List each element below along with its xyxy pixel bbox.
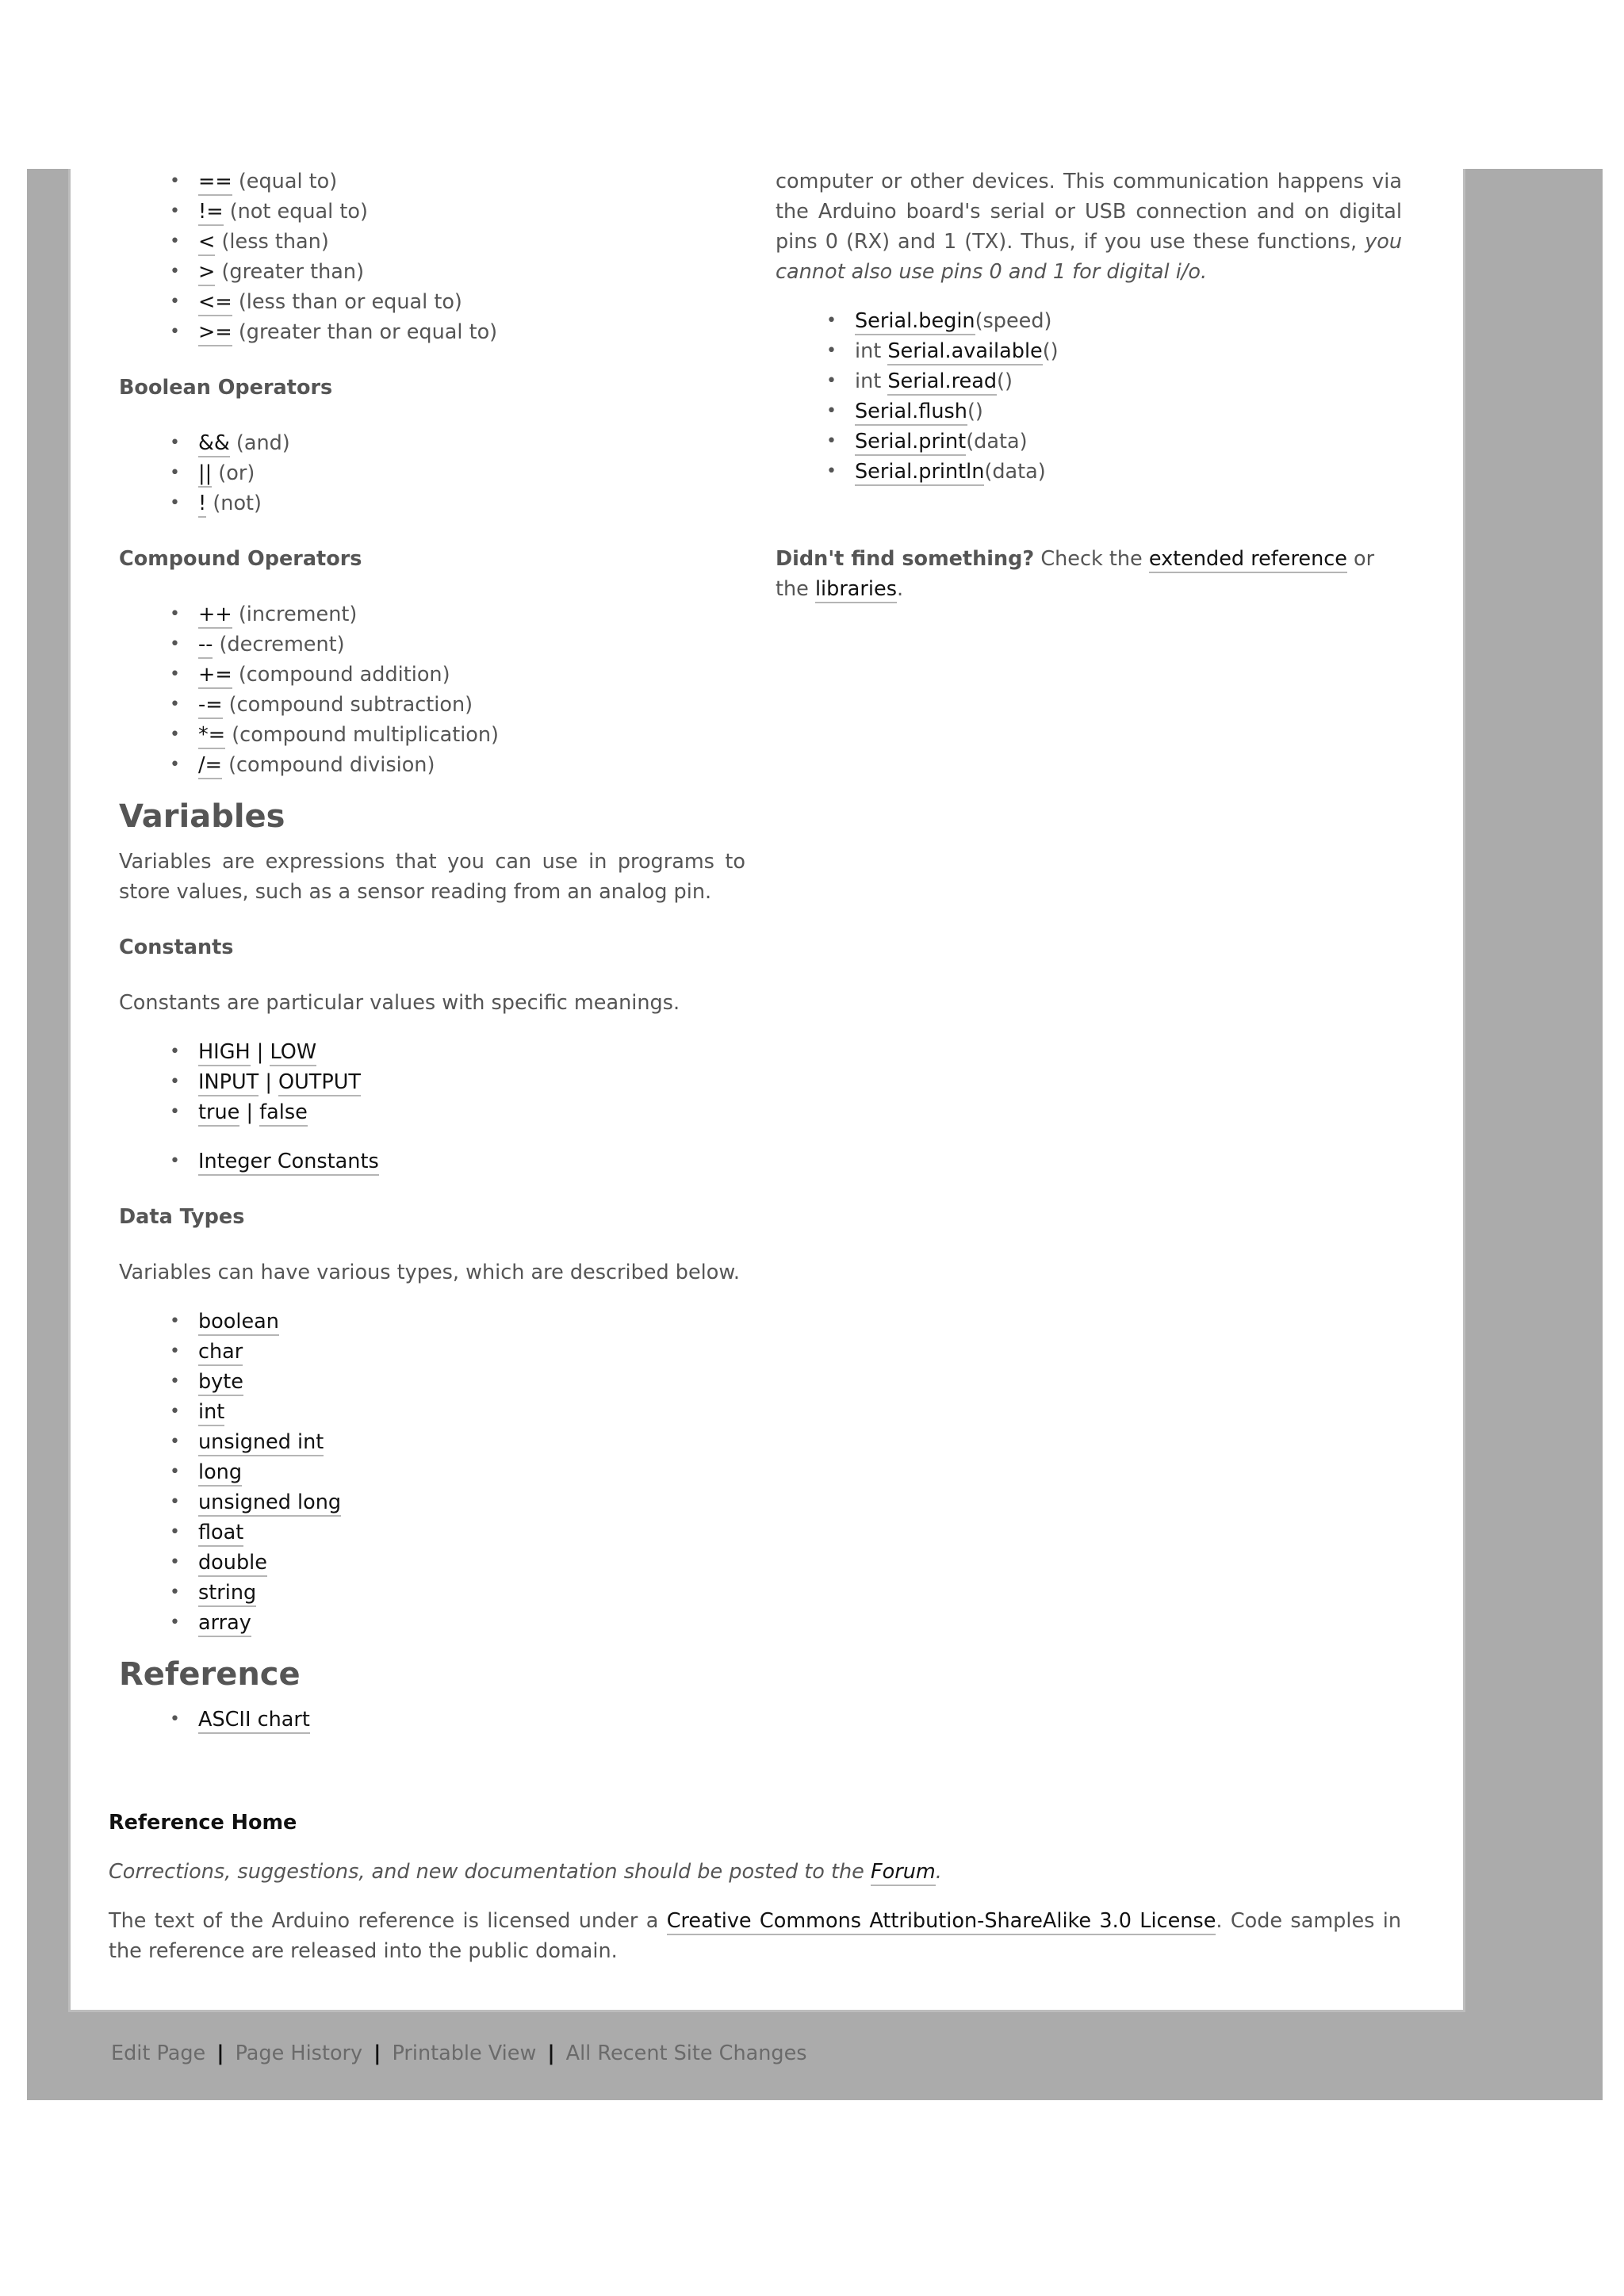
operator-link[interactable]: -= [198,693,223,719]
compound-operators-heading: Compound Operators [119,547,362,571]
didnt-find-text: or the [776,547,1375,601]
operator-link[interactable]: ++ [198,603,232,629]
operator-link[interactable]: /= [198,753,222,779]
function-args: (speed) [975,309,1052,333]
list-item [119,1146,745,1177]
data-type-link[interactable]: int [198,1400,224,1426]
list-item [119,1517,745,1548]
ascii-chart-link[interactable]: ASCII chart [198,1708,310,1734]
nav-separator: | [373,2042,381,2065]
operator-link[interactable]: != [198,200,224,226]
operator-description: (greater than or equal to) [232,320,498,344]
list-item [119,197,745,227]
operator-description: (not) [206,492,262,515]
return-type: int [855,339,888,363]
list-item [119,1067,745,1097]
data-type-link[interactable]: unsigned long [198,1490,341,1517]
return-type: int [855,369,888,393]
list-item [119,690,745,720]
function-args: (data) [984,460,1046,484]
serial-intro-italic: you cannot also use pins 0 and 1 for digital i/o. [776,230,1402,284]
separator: | [239,1100,260,1124]
data-type-link[interactable]: byte [198,1370,243,1396]
didnt-find-note [776,544,1402,604]
license-note [109,1906,1401,1966]
integer-constants-link[interactable]: Integer Constants [198,1150,379,1176]
license-text: . Code samples in the reference are released into the public domain. [109,1909,1401,1963]
serial-function-link[interactable]: Serial.println [855,460,984,486]
list-item [776,366,1402,396]
list-item [119,1705,745,1735]
comparison-operators-list [119,166,745,347]
constant-link[interactable]: INPUT [198,1070,259,1096]
list-item [119,1367,745,1397]
corrections-text: Corrections, suggestions, and new documentation should be posted to the [109,1860,871,1884]
list-item [119,317,745,347]
list-item [119,1487,745,1517]
extended-reference-link[interactable]: extended reference [1149,547,1347,573]
list-item [119,750,745,780]
serial-functions-list [776,306,1402,487]
serial-function-link[interactable]: Serial.print [855,430,966,456]
integer-constants-list [119,1146,745,1177]
list-item [119,166,745,197]
constant-link[interactable]: LOW [270,1040,316,1066]
operator-description: (less than or equal to) [232,290,462,314]
operator-link[interactable]: || [198,461,212,488]
constant-link[interactable]: false [259,1100,308,1127]
list-item [119,1578,745,1608]
constants-heading: Constants [119,936,234,959]
list-item [119,1457,745,1487]
separator: | [259,1070,279,1094]
operator-description: (less than) [215,230,329,254]
constants-list [119,1037,745,1127]
nav-separator: | [547,2042,555,2065]
constants-intro: Constants are particular values with specific meanings. [119,991,680,1015]
operator-description: (equal to) [232,170,338,193]
function-args: (data) [966,430,1028,453]
operator-description: (and) [229,431,290,455]
license-link[interactable]: Creative Commons Attribution-ShareAlike 3.0 License [667,1909,1216,1935]
constant-link[interactable]: OUTPUT [278,1070,361,1096]
operator-link[interactable]: >= [198,320,232,346]
recent-changes-link[interactable]: All Recent Site Changes [565,2042,807,2065]
constant-link[interactable]: HIGH [198,1040,251,1066]
function-args: () [967,400,983,423]
operator-link[interactable]: <= [198,290,232,316]
data-type-link[interactable]: unsigned int [198,1430,324,1456]
list-item [119,1548,745,1578]
list-item [119,458,745,488]
serial-function-link[interactable]: Serial.read [887,369,997,396]
list-item [119,599,745,629]
compound-operators-list [119,599,745,780]
list-item [776,306,1402,336]
serial-intro-text: computer or other devices. This communication happens via the Arduino board's serial or USB connection and on digital pins 0 (RX) and 1 (TX). Thus, if you use these functions, [776,170,1402,254]
serial-function-link[interactable]: Serial.flush [855,400,967,426]
operator-description: (compound multiplication) [225,723,500,747]
operator-link[interactable]: < [198,230,215,256]
operator-link[interactable]: && [198,431,230,457]
corrections-text: . [935,1860,942,1884]
corrections-note [109,1857,1401,1887]
page-history-link[interactable]: Page History [235,2042,363,2065]
operator-description: (increment) [232,603,358,626]
serial-function-link[interactable]: Serial.available [887,339,1042,365]
operator-description: (compound addition) [232,663,450,687]
list-item [776,427,1402,457]
list-item [776,336,1402,366]
reference-home-link[interactable]: Reference Home [109,1811,297,1835]
operator-description: (or) [212,461,255,485]
data-types-intro: Variables can have various types, which are described below. [119,1261,740,1284]
edit-page-link[interactable]: Edit Page [111,2042,206,2065]
nav-separator: | [216,2042,224,2065]
list-item [119,1427,745,1457]
data-type-link[interactable]: string [198,1581,256,1607]
list-item [119,257,745,287]
operator-description: (not equal to) [223,200,368,224]
list-item [119,488,745,519]
list-item [119,629,745,660]
operator-link[interactable]: -- [198,633,213,659]
list-item [119,1337,745,1367]
operator-link[interactable]: > [198,260,215,286]
data-types-list [119,1307,745,1638]
page-footer-content [109,1808,1401,1966]
right-column [776,166,1402,604]
list-item [119,660,745,690]
printable-view-link[interactable]: Printable View [392,2042,537,2065]
data-types-heading: Data Types [119,1205,245,1229]
boolean-operators-list [119,428,745,519]
list-item [119,1097,745,1127]
separator: | [250,1040,270,1064]
didnt-find-text: . [896,577,904,601]
list-item [119,720,745,750]
forum-link[interactable]: Forum [871,1860,936,1886]
operator-link[interactable]: == [198,170,232,196]
didnt-find-bold: Didn't find something? [776,547,1035,571]
data-type-link[interactable]: array [198,1611,251,1637]
operator-link[interactable]: ! [198,492,206,518]
list-item [119,428,745,458]
left-column [119,166,745,1735]
data-type-link[interactable]: boolean [198,1310,279,1336]
list-item [119,1608,745,1638]
list-item [119,1307,745,1337]
reference-list [119,1705,745,1735]
list-item [119,227,745,257]
function-args: () [1042,339,1059,363]
list-item [776,457,1402,487]
operator-link[interactable]: *= [198,723,225,749]
data-type-link[interactable]: char [198,1340,243,1366]
operator-description: (decrement) [213,633,345,656]
variables-intro: Variables are expressions that you can use in programs to store values, such as a sensor reading from an analog pin. [119,850,745,904]
serial-intro [776,166,1402,287]
data-type-link[interactable]: long [198,1460,242,1487]
list-item [776,396,1402,427]
footer-nav [111,2039,807,2068]
list-item [119,1037,745,1067]
variables-heading: Variables [119,798,285,835]
operator-description: (compound subtraction) [222,693,473,717]
boolean-operators-heading: Boolean Operators [119,376,333,400]
operator-description: (compound division) [221,753,435,777]
operator-link[interactable]: += [198,663,232,689]
data-type-link[interactable]: float [198,1521,243,1547]
didnt-find-text: Check the [1034,547,1149,571]
libraries-link[interactable]: libraries [815,577,897,603]
license-text: The text of the Arduino reference is licensed under a [109,1909,667,1933]
list-item [119,1397,745,1427]
data-type-link[interactable]: double [198,1551,267,1577]
reference-heading: Reference [119,1656,301,1693]
operator-description: (greater than) [215,260,365,284]
serial-function-link[interactable]: Serial.begin [855,309,975,335]
function-args: () [997,369,1013,393]
list-item [119,287,745,317]
constant-link[interactable]: true [198,1100,239,1127]
